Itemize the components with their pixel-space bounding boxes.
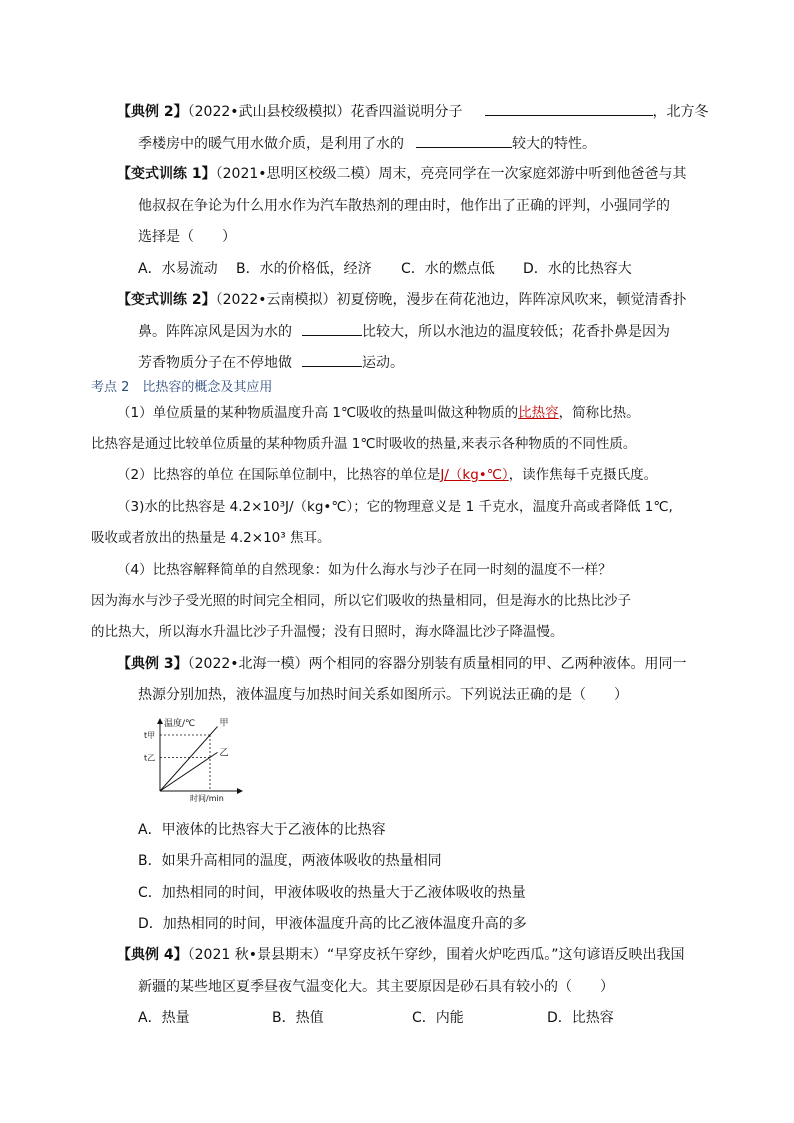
variant-2-line-1 bbox=[117, 290, 687, 310]
answer-blank[interactable] bbox=[302, 352, 362, 367]
concept-text: （2）比热容的单位 在国际单位制中，比热容的单位是 bbox=[117, 467, 441, 483]
highlight-term: J/（kg•℃） bbox=[440, 467, 509, 483]
y-tick-label-yi: t乙 bbox=[144, 753, 156, 763]
y-tick-label-jia: t甲 bbox=[144, 731, 156, 740]
source: （2022•武山县校级模拟） bbox=[187, 104, 351, 120]
variant-1-line-3: 选择是（ ） bbox=[138, 229, 236, 245]
source: （2022•云南模拟） bbox=[215, 292, 337, 308]
concept-3-detail: 吸收或者放出的热量是 4.2×10³ 焦耳。 bbox=[91, 530, 331, 546]
example-3-line-1 bbox=[117, 654, 687, 674]
series-label-jia: 甲 bbox=[219, 718, 229, 729]
question-text: 鼻。阵阵凉风是因为水的 bbox=[138, 324, 292, 340]
example-tag: 【变式训练 2】 bbox=[117, 292, 216, 308]
example-tag: 【典例 3】 bbox=[117, 656, 188, 672]
variant-2-line-2 bbox=[138, 321, 670, 342]
answer-blank[interactable] bbox=[485, 101, 653, 116]
example-4-line-1 bbox=[117, 945, 684, 965]
temperature-time-chart bbox=[142, 713, 252, 803]
example-4-line-2: 新疆的某些地区夏季昼夜气温变化大。其主要原因是砂石具有较小的（ ） bbox=[138, 979, 614, 995]
answer-blank[interactable] bbox=[302, 321, 362, 336]
highlight-term: 比热容 bbox=[518, 405, 559, 421]
concept-4-answer-line-1: 因为海水与沙子受光照的时间完全相同，所以它们吸收的热量相同，但是海水的比热比沙子 bbox=[91, 593, 631, 609]
variant-1-option-c[interactable]: C．水的燃点低 bbox=[401, 261, 495, 277]
y-axis-label: 温度/℃ bbox=[164, 719, 196, 729]
series-line-jia bbox=[160, 727, 218, 791]
question-text: 两个相同的容器分别装有质量相同的甲、乙两种液体。用同一 bbox=[308, 656, 687, 672]
example-2-line-1 bbox=[117, 101, 709, 122]
x-axis-label: 时间/min bbox=[190, 794, 224, 803]
question-text: 周末，亮亮同学在一次家庭郊游中听到他爸爸与其 bbox=[378, 166, 687, 182]
concept-4-answer-line-2: 的比热大，所以海水升温比沙子升温慢；没有日照时，海水降温比沙子降温慢。 bbox=[91, 624, 564, 640]
concept-2 bbox=[117, 465, 657, 485]
example-tag: 【变式训练 1】 bbox=[117, 166, 216, 182]
example-3-option-d[interactable]: D．加热相同的时间，甲液体温度升高的比乙液体温度升高的多 bbox=[138, 916, 527, 932]
concept-1 bbox=[117, 403, 640, 423]
question-text: 芳香物质分子在不停地做 bbox=[138, 355, 292, 371]
concept-1-detail: 比热容是通过比较单位质量的某种物质升温 1℃时吸收的热量,来表示各种物质的不同性质。 bbox=[91, 436, 637, 452]
section-heading: 考点 2 比热容的概念及其应用 bbox=[91, 380, 273, 395]
variant-1-option-a[interactable]: A．水易流动 bbox=[138, 261, 218, 277]
variant-2-line-3 bbox=[138, 352, 404, 373]
concept-4: （4）比热容解释简单的自然现象：如为什么海水与沙子在同一时刻的温度不一样？ bbox=[117, 562, 612, 578]
question-text: 初夏傍晚，漫步在荷花池边，阵阵凉风吹来，顿觉清香扑 bbox=[336, 292, 687, 308]
concept-text: ，简称比热。 bbox=[558, 405, 640, 421]
source: （2021•思明区校级二模） bbox=[215, 166, 379, 182]
source: （2021 秋•景县期末） bbox=[187, 947, 327, 963]
example-3-option-a[interactable]: A．甲液体的比热容大于乙液体的比热容 bbox=[138, 822, 386, 838]
example-3-option-c[interactable]: C．加热相同的时间，甲液体吸收的热量大于乙液体吸收的热量 bbox=[138, 885, 526, 901]
question-text: 季楼房中的暖气用水做介质，是利用了水的 bbox=[138, 136, 404, 152]
question-text: 花香四溢说明分子 bbox=[350, 104, 463, 120]
example-tag: 【典例 2】 bbox=[117, 104, 188, 120]
concept-text: ，读作焦每千克摄氏度。 bbox=[508, 467, 658, 483]
example-3-line-2: 热源分别加热，液体温度与加热时间关系如图所示。下列说法正确的是（ ） bbox=[138, 687, 628, 703]
question-text: ，北方冬 bbox=[652, 104, 709, 120]
series-label-yi: 乙 bbox=[219, 748, 229, 759]
source: （2022•北海一模） bbox=[187, 656, 309, 672]
concept-3: （3)水的比热容是 4.2×10³J/（kg•℃）；它的物理意义是 1 千克水，温度升高或者降低 1℃, bbox=[117, 499, 673, 515]
example-4-option-a[interactable]: A．热量 bbox=[138, 1010, 190, 1026]
concept-text: （1）单位质量的某种物质温度升高 1℃吸收的热量叫做这种物质的 bbox=[117, 405, 519, 421]
variant-1-line-2: 他叔叔在争论为什么用水作为汽车散热剂的理由时，他作出了正确的评判，小强同学的 bbox=[138, 198, 670, 214]
example-4-option-d[interactable]: D．比热容 bbox=[547, 1010, 614, 1026]
example-tag: 【典例 4】 bbox=[117, 947, 188, 963]
example-3-option-b[interactable]: B．如果升高相同的温度，两液体吸收的热量相同 bbox=[138, 853, 442, 869]
question-text: 比较大，所以水池边的温度较低；花香扑鼻是因为 bbox=[362, 324, 670, 340]
variant-1-line-1 bbox=[117, 164, 687, 184]
question-text: 运动。 bbox=[362, 355, 404, 371]
variant-1-option-b[interactable]: B．水的价格低，经济 bbox=[236, 261, 372, 277]
question-text: “早穿皮袄午穿纱，围着火炉吃西瓜。”这句谚语反映出我国 bbox=[326, 947, 685, 963]
example-4-option-b[interactable]: B．热值 bbox=[272, 1010, 324, 1026]
example-2-line-2 bbox=[138, 133, 596, 154]
example-4-option-c[interactable]: C．内能 bbox=[412, 1010, 464, 1026]
answer-blank[interactable] bbox=[416, 133, 512, 148]
variant-1-option-d[interactable]: D．水的比热容大 bbox=[523, 261, 632, 277]
question-text: 较大的特性。 bbox=[512, 136, 596, 152]
